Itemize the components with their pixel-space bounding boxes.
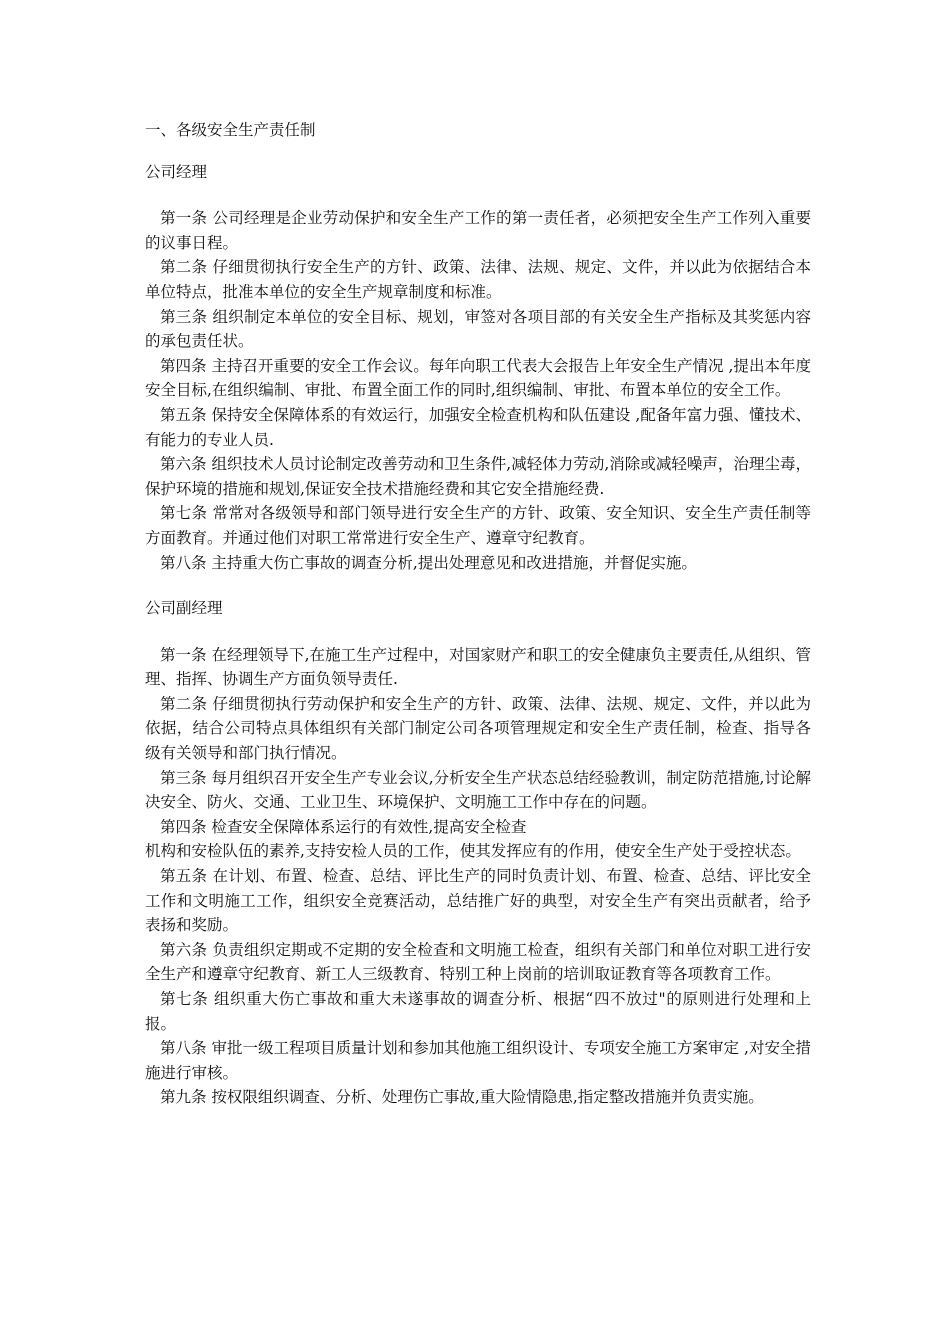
section-title: 公司经理 bbox=[145, 162, 208, 181]
article: 第二条 仔细贯彻执行安全生产的方针、政策、法律、法规、规定、文件，并以此为依据结合本单位特点，批准本单位的安全生产规章制度和标准。 bbox=[145, 258, 811, 301]
article-continuation: 机构和安检队伍的素养,支持安检人员的工作，使其发挥应有的作用，使安全生产处于受控状态。 bbox=[145, 842, 801, 861]
article: 第五条 在计划、布置、检查、总结、评比生产的同时负责计划、布置、检查、总结、评比安全工作和文明施工工作，组织安全竞赛活动，总结推广好的典型，对安全生产有突出贡献者，给予表扬和奖励。 bbox=[145, 867, 811, 935]
article: 第五条 保持安全保障体系的有效运行，加强安全检查机构和队伍建设 ,配备年富力强、懂技术、有能力的专业人员. bbox=[145, 405, 811, 449]
article: 第八条 主持重大伤亡事故的调查分析,提出处理意见和改进措施，并督促实施。 bbox=[160, 553, 697, 572]
main-heading: 一、各级安全生产责任制 bbox=[145, 121, 316, 139]
article: 第六条 负责组织定期或不定期的安全检查和文明施工检查，组织有关部门和单位对职工进行安全生产和遵章守纪教育、新工人三级教育、特别工种上岗前的培训取证教育等各项教育工作。 bbox=[145, 940, 811, 984]
article: 第四条 检查安全保障体系运行的有效性,提高安全检查 bbox=[160, 817, 527, 836]
article: 第三条 组织制定本单位的安全目标、规划，审签对各项目部的有关安全生产指标及其奖惩内容的承包责任状。 bbox=[145, 307, 811, 351]
section-title: 公司副经理 bbox=[145, 599, 223, 618]
article: 第八条 审批一级工程项目质量计划和参加其他施工组织设计、专项安全施工方案审定 ,对安全措施进行审核。 bbox=[145, 1039, 811, 1082]
article: 第九条 按权限组织调查、分析、处理伤亡事故,重大险情隐患,指定整改措施并负责实施。 bbox=[160, 1088, 764, 1107]
article: 第二条 仔细贯彻执行劳动保护和安全生产的方针、政策、法律、法规、规定、文件，并以此为依据，结合公司特点具体组织有关部门制定公司各项管理规定和安全生产责任制，检查、指导各级有关领导和部门执行情况。 bbox=[145, 694, 811, 763]
article: 第六条 组织技术人员讨论制定改善劳动和卫生条件,减轻体力劳动,消除或减轻噪声，治理尘毒，保护环境的措施和规划,保证安全技术措施经费和其它安全措施经费. bbox=[145, 455, 811, 498]
document-page bbox=[145, 118, 811, 1110]
article: 第三条 每月组织召开安全生产专业会议,分析安全生产状态总结经验教训，制定防范措施,讨论解决安全、防火、交通、工业卫生、环境保护、文明施工工作中存在的问题。 bbox=[145, 768, 811, 812]
article: 第四条 主持召开重要的安全工作会议。每年向职工代表大会报告上年安全生产情况 ,提出本年度安全目标,在组织编制、审批、布置全面工作的同时,组织编制、审批、布置本单位的安全工作。 bbox=[145, 356, 811, 400]
article: 第七条 组织重大伤亡事故和重大未遂事故的调查分析、根据“四不放过"的原则进行处理和上报。 bbox=[145, 990, 811, 1033]
section-deputy-manager bbox=[145, 596, 811, 1110]
article: 第七条 常常对各级领导和部门领导进行安全生产的方针、政策、安全知识、安全生产责任制等方面教育。并通过他们对职工常常进行安全生产、遵章守纪教育。 bbox=[145, 504, 811, 547]
article: 第一条 公司经理是企业劳动保护和安全生产工作的第一责任者，必须把安全生产工作列入重要的议事日程。 bbox=[145, 209, 811, 252]
section-company-manager bbox=[145, 160, 811, 576]
article: 第一条 在经理领导下,在施工生产过程中，对国家财产和职工的安全健康负主要责任,从组织、管理、指挥、协调生产方面负领导责任. bbox=[145, 645, 811, 689]
